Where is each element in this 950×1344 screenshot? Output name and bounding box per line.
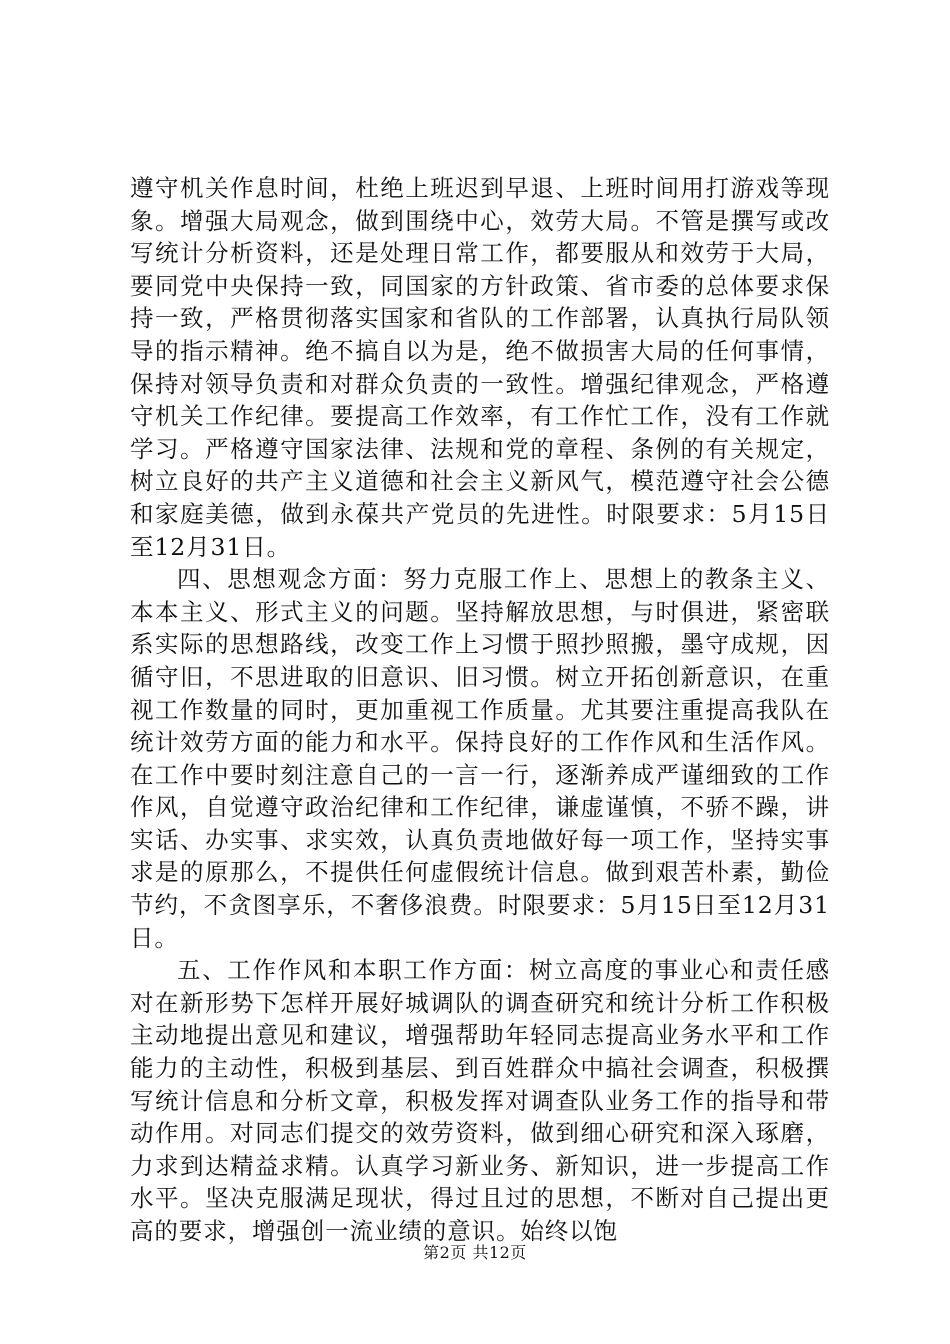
page-footer: 第2页 共12页 [423, 1243, 527, 1262]
paragraph-thinking-concepts: 四、思想观念方面：努力克服工作上、思想上的教条主义、本本主义、形式主义的问题。坚持解放思想，与时俱进，紧密联系实际的思想路线，改变工作上习惯于照抄照搬，墨守成规，因循守旧，不思进取的旧意识、旧习惯。树立开拓创新意识，在重视工作数量的同时，更加重视工作质量。尤其要注重提高我队在统计效劳方面的能力和水平。保持良好的工作作风和生活作风。在工作中要时刻注意自己的一言一行，逐渐养成严谨细致的工作作风，自觉遵守政治纪律和工作纪律，谦虚谨慎，不骄不躁，讲实话、办实事、求实效，认真负责地做好每一项工作，坚持实事求是的原那么，不提供任何虚假统计信息。做到艰苦朴素，勤俭节约，不贪图享乐，不奢侈浪费。时限要求：5月15日至12月31日。 [130, 565, 830, 952]
paragraph-continuation: 遵守机关作息时间，杜绝上班迟到早退、上班时间用打游戏等现象。增强大局观念，做到围绕中心，效劳大局。不管是撰写或改写统计分析资料，还是处理日常工作，都要服从和效劳于大局，要同党中央保持一致，同国家的方针政策、省市委的总体要求保持一致，严格贯彻落实国家和省队的工作部署，认真执行局队领导的指示精神。绝不搞自以为是，绝不做损害大局的任何事情，保持对领导负责和对群众负责的一致性。增强纪律观念，严格遵守机关工作纪律。要提高工作效率，有工作忙工作，没有工作就学习。严格遵守国家法律、法规和党的章程、条例的有关规定，树立良好的共产主义道德和社会主义新风气，模范遵守社会公德和家庭美德，做到永葆共产党员的先进性。时限要求：5月15日至12月31日。 [130, 174, 830, 561]
paragraph-work-style: 五、工作作风和本职工作方面：树立高度的事业心和责任感对在新形势下怎样开展好城调队的调查研究和统计分析工作积极主动地提出意见和建议，增强帮助年轻同志提高业务水平和工作能力的主动性，积极到基层、到百姓群众中搞社会调查，积极撰写统计信息和分析文章，积极发挥对调查队业务工作的指导和带动作用。对同志们提交的效劳资料，做到细心研究和深入琢磨，力求到达精益求精。认真学习新业务、新知识，进一步提高工作水平。坚决克服满足现状，得过且过的思想，不断对自己提出更高的要求，增强创一流业绩的意识。始终以饱 [130, 956, 830, 1245]
document-body [130, 172, 830, 1248]
